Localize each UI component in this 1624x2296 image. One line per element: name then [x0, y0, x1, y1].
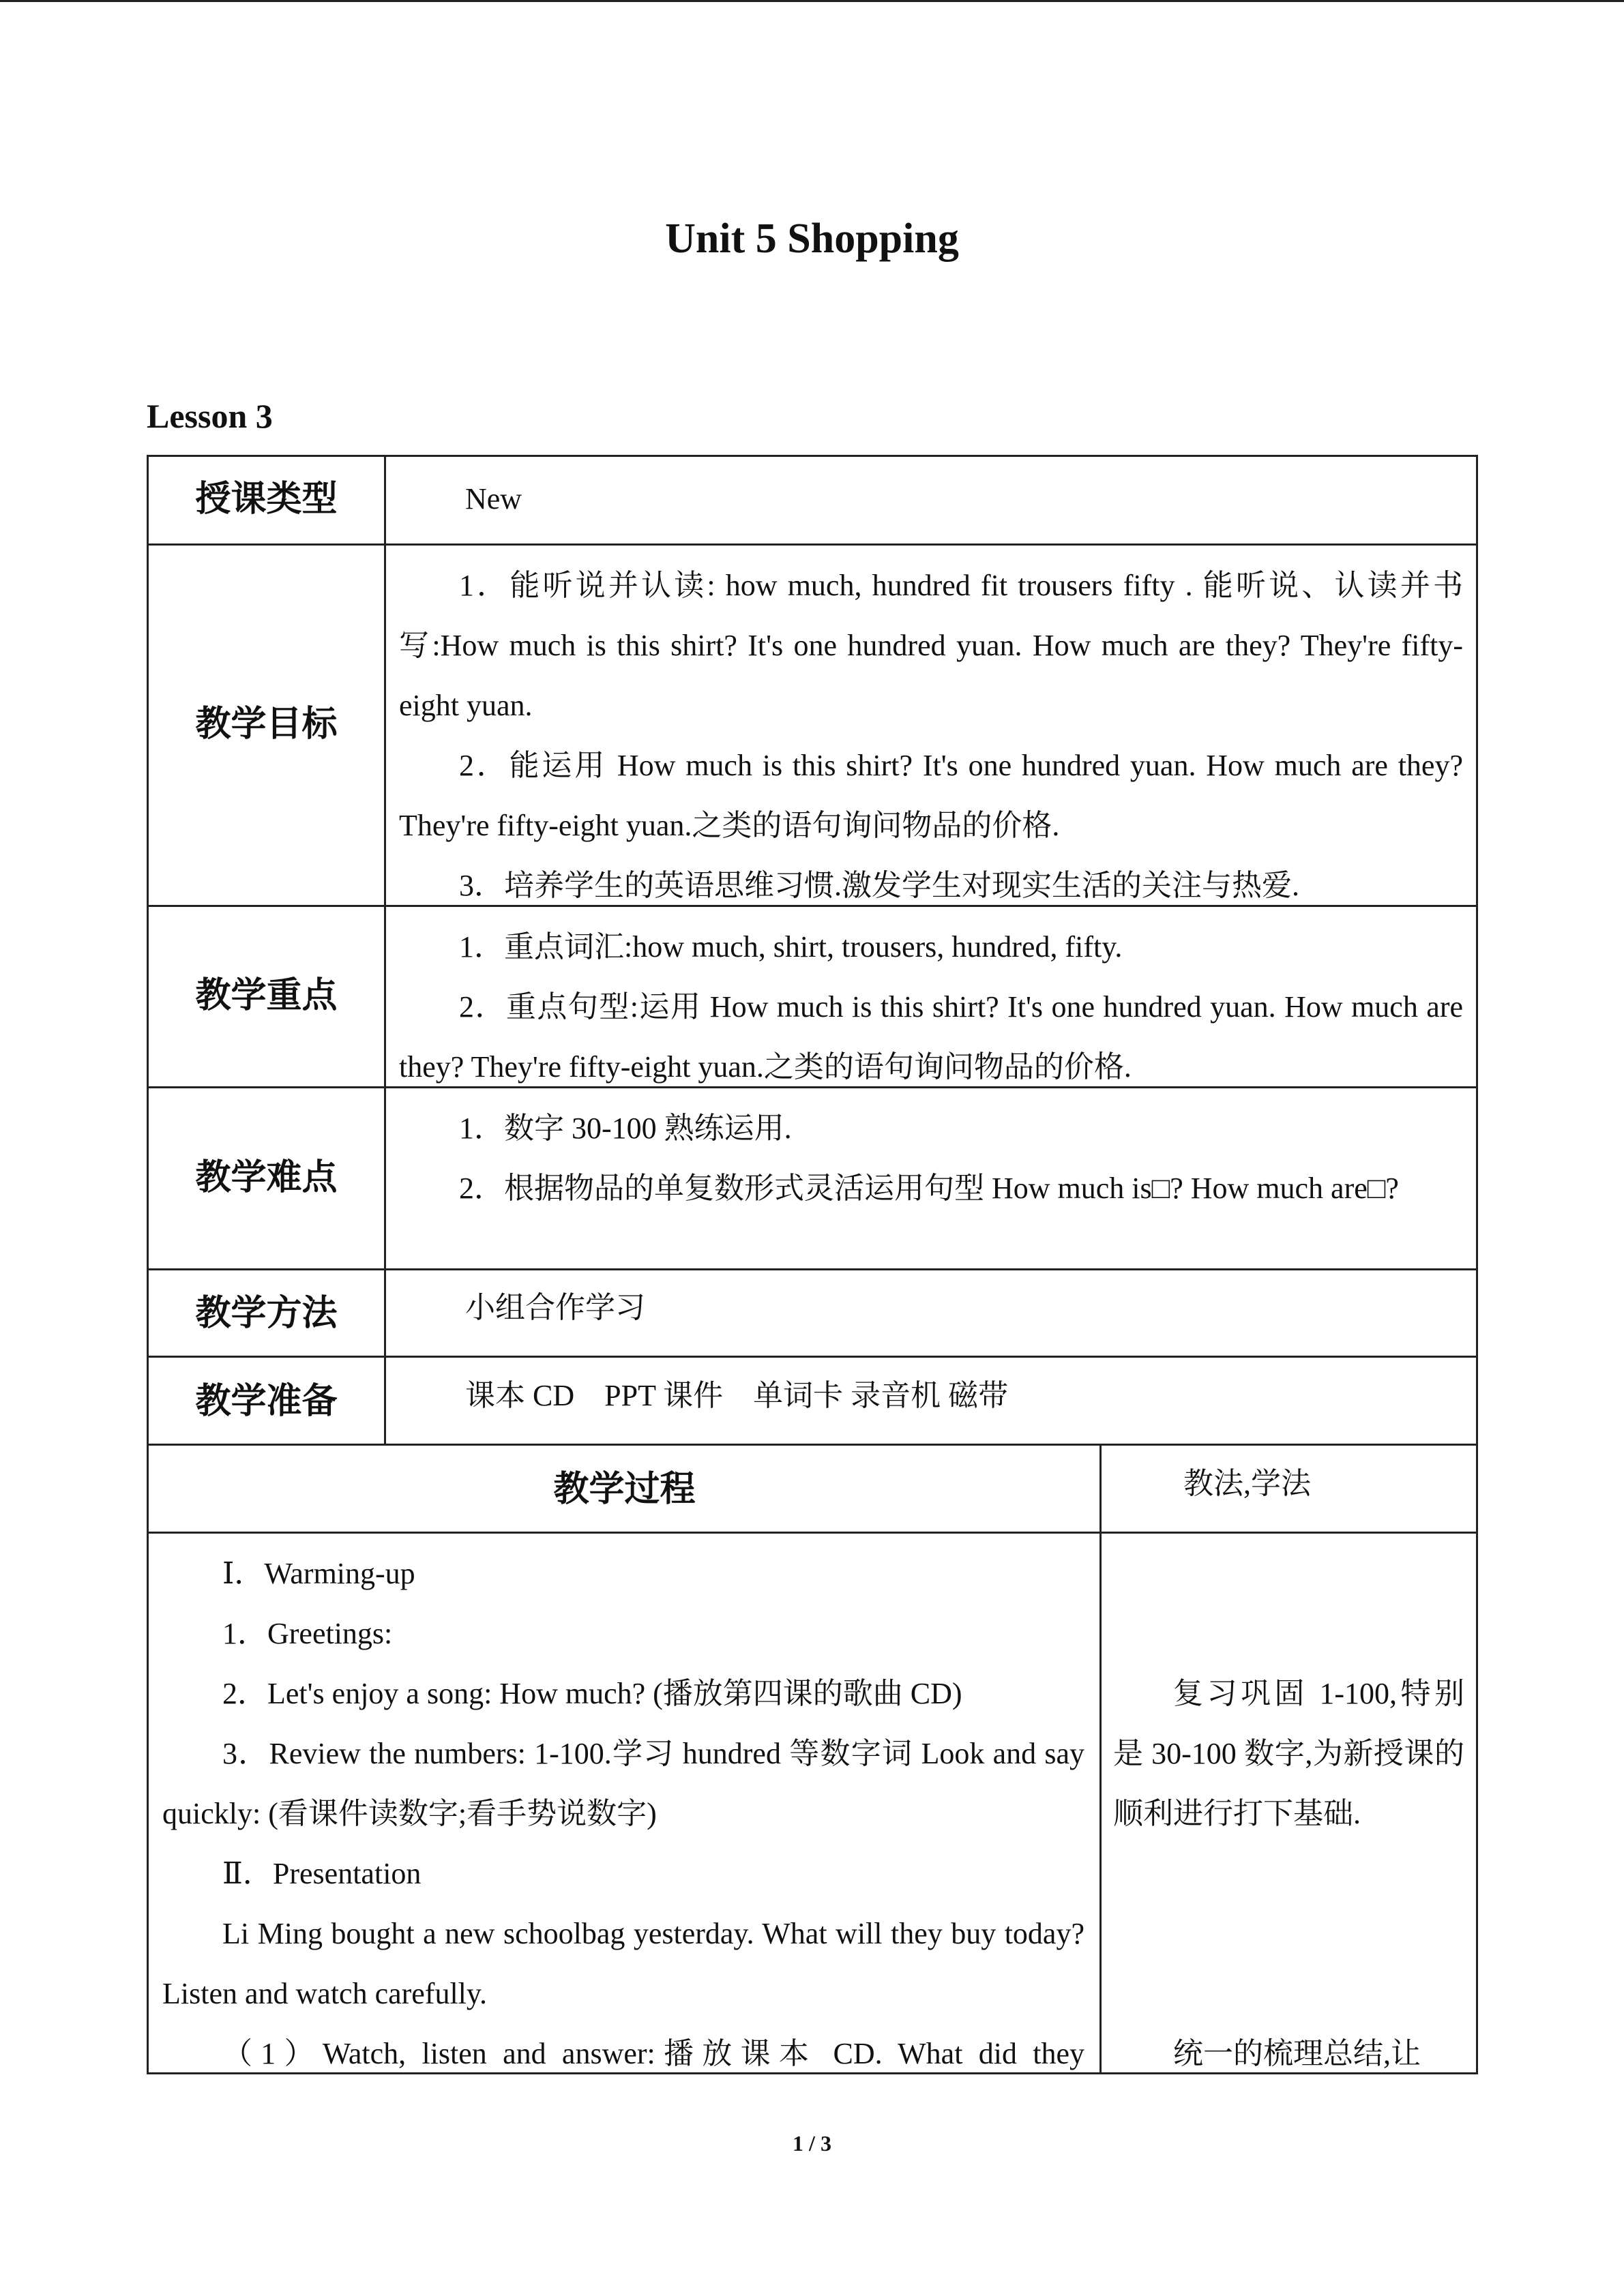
process-content	[162, 1544, 1084, 2084]
lesson-heading: Lesson 3	[147, 397, 273, 435]
row-label-preparation: 教学准备	[195, 1381, 338, 1422]
key-point-item: 1．重点词汇:how much, shirt, trousers, hundred, fifty.	[459, 930, 1123, 964]
difficulty-item: 1．数字 30-100 熟练运用.	[459, 1112, 792, 1145]
row-label-difficulties: 教学难点	[195, 1157, 338, 1198]
page-number: 1 / 3	[793, 2131, 831, 2156]
process-column-divider	[1099, 1444, 1102, 2074]
row-divider	[147, 1356, 1478, 1358]
row-label-key-points: 教学重点	[195, 975, 338, 1016]
row-label-method: 教学方法	[195, 1293, 338, 1334]
process-line: Ⅰ．Warming-up	[222, 1557, 415, 1590]
row-divider	[147, 1444, 1478, 1446]
process-line: Li Ming bought a new schoolbag yesterday. What will they buy today? Listen and watch carefully.	[162, 1917, 1084, 2010]
method-value: 小组合作学习	[465, 1291, 645, 1324]
process-side-note	[1113, 2024, 1464, 2084]
key-point-item: 2．重点句型:运用 How much is this shirt? It's one hundred yuan. How much are they? They're fifty-eight yuan.之类的语句询问物品的价格.	[399, 990, 1463, 1084]
objectives-content	[399, 556, 1463, 916]
process-line: 2．Let's enjoy a song: How much? (播放第四课的歌曲 CD)	[222, 1677, 962, 1710]
process-side-note	[1113, 1664, 1464, 1844]
process-line: 1．Greetings:	[222, 1617, 393, 1650]
difficulties-content	[399, 1099, 1463, 1219]
preparation-value: 课本 CD PPT 课件 单词卡 录音机 磁带	[465, 1379, 1009, 1412]
process-line: 3．Review the numbers: 1-100.学习 hundred 等数字词 Look and say quickly: (看课件读数字;看手势说数字)	[162, 1737, 1084, 1830]
process-side-header: 教法,学法	[1183, 1467, 1311, 1500]
top-rule	[0, 0, 1624, 2]
side-note-item: 统一的梳理总结,让	[1173, 2037, 1421, 2070]
type-value: New	[465, 482, 522, 516]
label-column-divider	[384, 455, 386, 1445]
objective-item: 1．能听说并认读: how much, hundred fit trousers fifty . 能听说、认读并书写:How much is this shirt? It's one hundred yuan. How much are they? They're fifty-eight yuan.	[399, 569, 1463, 722]
objective-item: 3．培养学生的英语思维习惯.激发学生对现实生活的关注与热爱.	[459, 869, 1299, 902]
row-divider	[147, 1268, 1478, 1270]
row-label-objectives: 教学目标	[195, 704, 338, 745]
process-header: 教学过程	[553, 1469, 696, 1510]
key-points-content	[399, 917, 1463, 1097]
page-title: Unit 5 Shopping	[665, 215, 959, 262]
row-label-type: 授课类型	[195, 479, 338, 520]
objective-item: 2．能运用 How much is this shirt? It's one hundred yuan. How much are they? They're fifty-eight yuan.之类的语句询问物品的价格.	[399, 749, 1463, 842]
process-line: （1）Watch, listen and answer:播放课本 CD. What did they	[222, 2037, 1084, 2070]
row-divider	[147, 1532, 1478, 1534]
process-line: Ⅱ．Presentation	[222, 1857, 422, 1890]
side-note-item: 复习巩固 1-100,特别是 30-100 数字,为新授课的顺利进行打下基础.	[1113, 1677, 1464, 1830]
difficulty-item: 2．根据物品的单复数形式灵活运用句型 How much is□? How much are□?	[459, 1172, 1399, 1205]
row-divider	[147, 543, 1478, 546]
